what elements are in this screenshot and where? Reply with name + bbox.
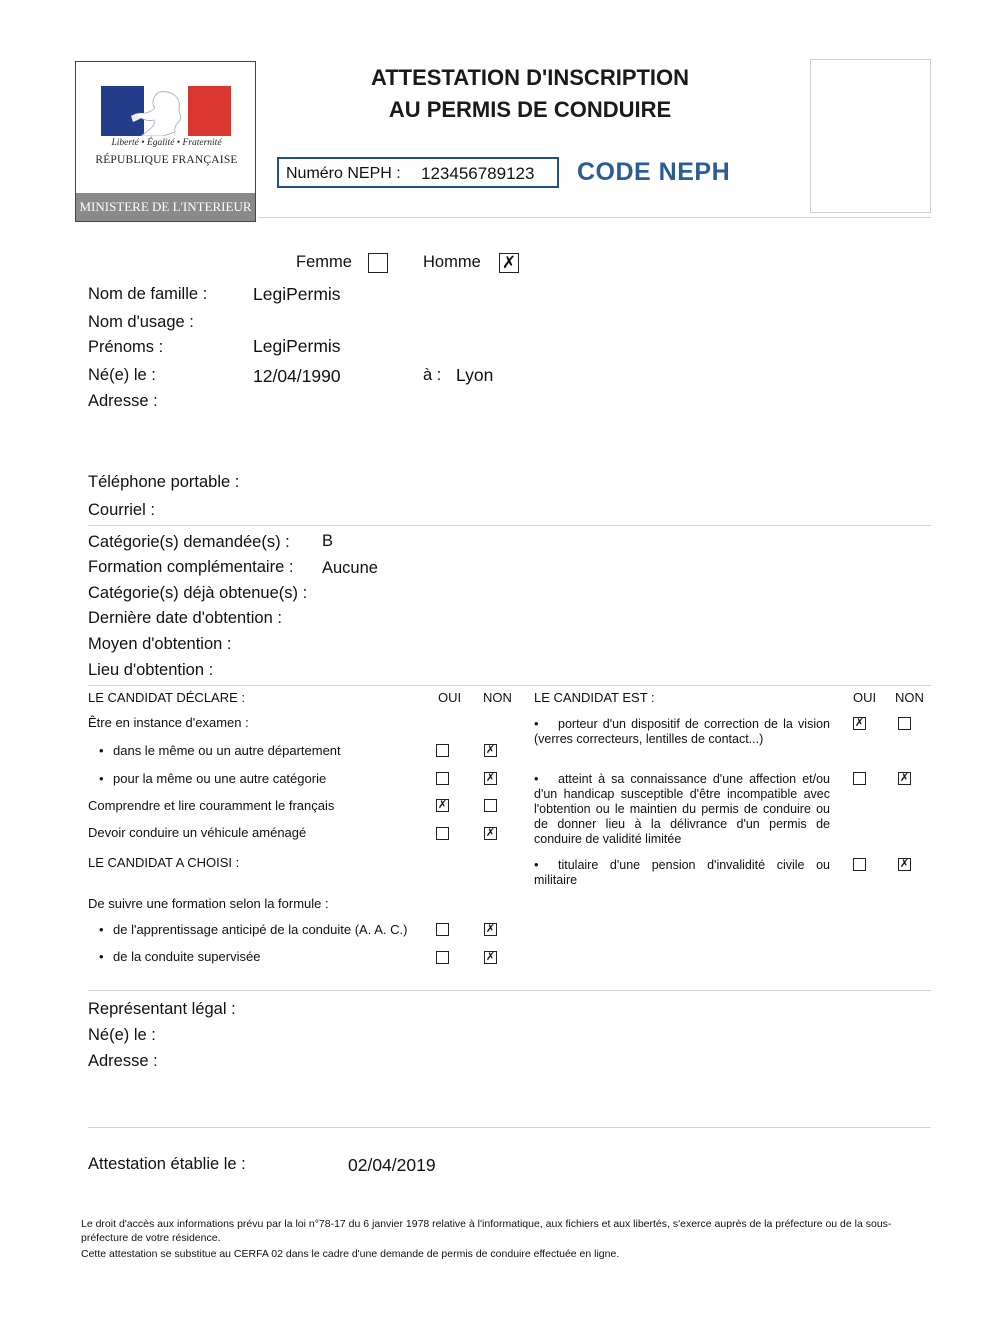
- training-value: Aucune: [322, 559, 378, 577]
- legal-rep-birth-label: Né(e) le :: [88, 1026, 156, 1044]
- exam-instance-label: Être en instance d'examen :: [88, 715, 249, 730]
- formula-item-non-checkbox[interactable]: [484, 923, 497, 936]
- training-label: Formation complémentaire :: [88, 558, 294, 576]
- is-item-non-checkbox[interactable]: [898, 772, 911, 785]
- is-header: LE CANDIDAT EST :: [534, 690, 655, 705]
- male-label: Homme: [423, 253, 481, 271]
- declare-item-oui-checkbox[interactable]: [436, 827, 449, 840]
- bullet-icon: •: [534, 716, 539, 731]
- address-label: Adresse :: [88, 392, 158, 410]
- attestation-label: Attestation établie le :: [88, 1155, 246, 1173]
- declare-item-non-checkbox[interactable]: [484, 744, 497, 757]
- formula-item-oui-checkbox[interactable]: [436, 951, 449, 964]
- declare-item-oui-checkbox[interactable]: [436, 799, 449, 812]
- last-name-label: Nom de famille :: [88, 285, 208, 303]
- legal-rep-address-label: Adresse :: [88, 1052, 158, 1070]
- declare-item-label: • pour la même ou une autre catégorie: [113, 771, 326, 786]
- phone-label: Téléphone portable :: [88, 473, 240, 491]
- is-item-label: atteint à sa connaissance d'une affection et/ou d'un handicap susceptible d'être incompatible avec l'obtention ou le maintien du permis de conduire ou de donner lieu à la délivrance d'un permis de conduire de validité limitée: [534, 772, 830, 846]
- document-title-line2: AU PERMIS DE CONDUIRE: [388, 97, 672, 122]
- chose-header: LE CANDIDAT A CHOISI :: [88, 855, 240, 870]
- birth-place-label: à :: [423, 366, 442, 384]
- female-label: Femme: [296, 253, 352, 271]
- ministry-name: MINISTERE DE L'INTERIEUR: [76, 193, 255, 221]
- declare-item-label: Comprendre et lire couramment le français: [88, 798, 335, 813]
- birth-date-label: Né(e) le :: [88, 366, 156, 384]
- divider: [88, 1127, 931, 1128]
- place-label: Lieu d'obtention :: [88, 661, 214, 679]
- is-non-header: NON: [895, 690, 924, 705]
- first-names-value: LegiPermis: [253, 336, 341, 356]
- bullet-icon: •: [534, 857, 539, 872]
- usage-name-label: Nom d'usage :: [88, 313, 194, 331]
- last-date-label: Dernière date d'obtention :: [88, 609, 282, 627]
- declare-item-non-checkbox[interactable]: [484, 827, 497, 840]
- declare-item-oui-checkbox[interactable]: [436, 744, 449, 757]
- formula-item-non-checkbox[interactable]: [484, 951, 497, 964]
- first-names-label: Prénoms :: [88, 338, 164, 356]
- ministry-logo: [75, 61, 256, 222]
- divider: [258, 217, 931, 218]
- declares-oui-header: OUI: [438, 690, 462, 705]
- neph-number-box: [277, 157, 559, 188]
- divider: [88, 685, 931, 686]
- declare-item-oui-checkbox[interactable]: [436, 772, 449, 785]
- birth-place-value: Lyon: [456, 365, 494, 385]
- formula-item-label: • de la conduite supervisée: [113, 949, 260, 964]
- declares-header: LE CANDIDAT DÉCLARE :: [88, 690, 246, 705]
- last-name-value: LegiPermis: [253, 284, 341, 304]
- requested-category-label: Catégorie(s) demandée(s) :: [88, 533, 290, 551]
- neph-label: Numéro NEPH :: [286, 165, 401, 182]
- formula-item-oui-checkbox[interactable]: [436, 923, 449, 936]
- attestation-date: 02/04/2019: [348, 1155, 436, 1175]
- republic-name: RÉPUBLIQUE FRANÇAISE: [95, 154, 238, 166]
- formula-item-label: • de l'apprentissage anticipé de la conduite (A. A. C.): [113, 922, 407, 937]
- declare-item-label: Devoir conduire un véhicule aménagé: [88, 825, 307, 840]
- neph-value: 123456789123: [421, 164, 535, 183]
- document-title-line1: ATTESTATION D'INSCRIPTION: [370, 65, 690, 90]
- declare-item-label: • dans le même ou un autre département: [113, 743, 341, 758]
- requested-category-value: B: [322, 532, 334, 550]
- republic-motto: Liberté • Égalité • Fraternité: [111, 138, 222, 148]
- declare-item-non-checkbox[interactable]: [484, 772, 497, 785]
- is-item-oui-checkbox[interactable]: [853, 858, 866, 871]
- is-item-label: titulaire d'une pension d'invalidité civile ou militaire: [534, 858, 830, 887]
- footer-legal-notice: Le droit d'accès aux informations prévu par la loi n°78-17 du 6 janvier 1978 relative à l'informatique, aux fichiers et aux libertés, s'exerce auprès de la préfecture ou de la sous-préfecture de votre résidence.: [81, 1218, 892, 1244]
- is-item-label: porteur d'un dispositif de correction de la vision (verres correcteurs, lentilles de contact...): [534, 717, 830, 746]
- legal-rep-label: Représentant légal :: [88, 1000, 236, 1018]
- marianne-flag-icon: [101, 86, 231, 136]
- divider: [88, 990, 931, 991]
- is-item-non-checkbox[interactable]: [898, 858, 911, 871]
- email-label: Courriel :: [88, 501, 155, 519]
- code-neph-label: CODE NEPH: [577, 158, 731, 186]
- is-item-oui-checkbox[interactable]: [853, 772, 866, 785]
- male-checkbox[interactable]: [499, 253, 519, 273]
- birth-date-value: 12/04/1990: [253, 366, 341, 386]
- divider: [88, 525, 931, 526]
- obtained-category-label: Catégorie(s) déjà obtenue(s) :: [88, 584, 308, 602]
- is-item-non-checkbox[interactable]: [898, 717, 911, 730]
- is-oui-header: OUI: [853, 690, 877, 705]
- footer-cerfa-notice: Cette attestation se substitue au CERFA 02 dans le cadre d'une demande de permis de conduire effectuée en ligne.: [81, 1248, 620, 1260]
- photo-box: [810, 59, 931, 213]
- declare-item-non-checkbox[interactable]: [484, 799, 497, 812]
- female-checkbox[interactable]: [368, 253, 388, 273]
- formula-label: De suivre une formation selon la formule :: [88, 896, 329, 911]
- is-item-oui-checkbox[interactable]: [853, 717, 866, 730]
- bullet-icon: •: [534, 771, 539, 786]
- means-label: Moyen d'obtention :: [88, 635, 232, 653]
- declares-non-header: NON: [483, 690, 512, 705]
